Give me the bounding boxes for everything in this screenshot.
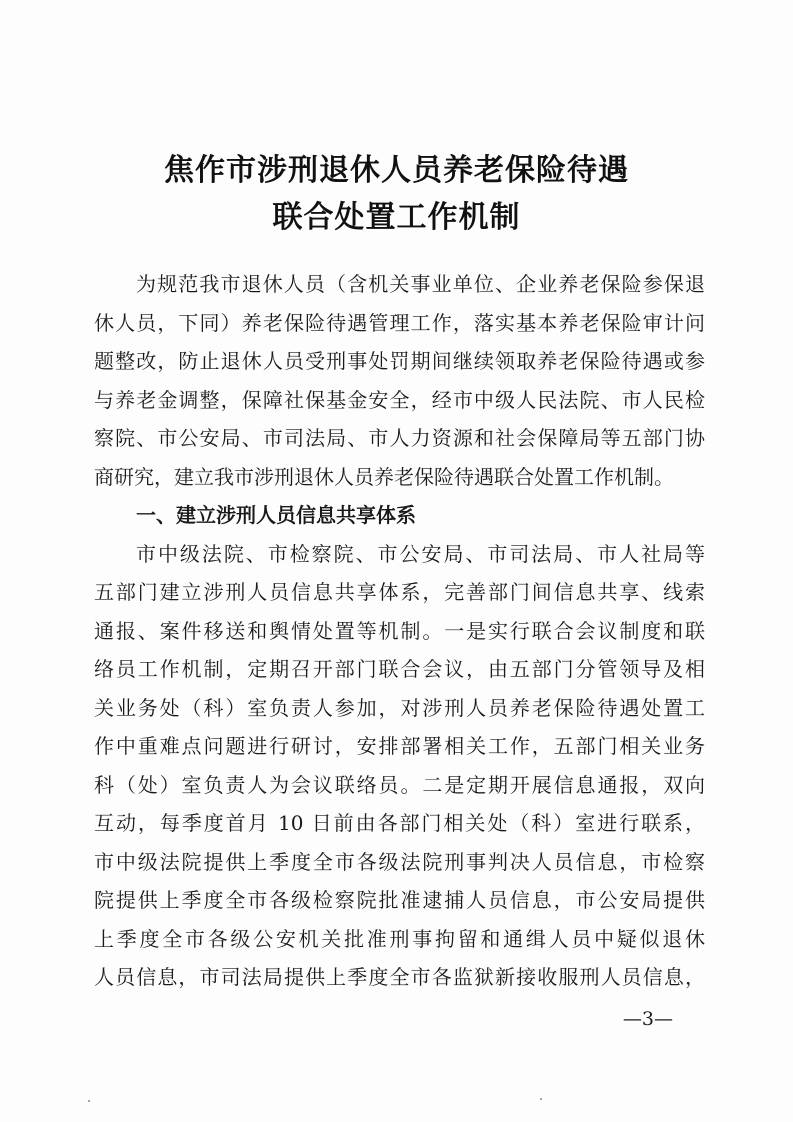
paragraph-line: 市中级法院提供上季度全市各级法院刑事判决人员信息，市检察 [94, 849, 705, 874]
section-heading: 一、建立涉刑人员信息共享体系 [136, 503, 416, 527]
paragraph-line: 人员信息，市司法局提供上季度全市各监狱新接收服刑人员信息， [94, 965, 705, 989]
paragraph-line: 为规范我市退休人员（含机关事业单位、企业养老保险参保退 [136, 272, 705, 296]
paragraph-line: 休人员，下同）养老保险待遇管理工作，落实基本养老保险审计问 [94, 310, 705, 335]
paragraph-line: 上季度全市各级公安机关批准刑事拘留和通缉人员中疑似退休 [94, 926, 705, 951]
paragraph-line: 通报、案件移送和舆情处置等机制。一是实行联合会议制度和联 [94, 618, 705, 643]
paragraph-line: 察院、市公安局、市司法局、市人力资源和社会保障局等五部门协 [94, 426, 705, 450]
paragraph-line: 互动，每季度首月 10 日前由各部门相关处（科）室进行联系， [94, 811, 705, 835]
paragraph-line: 商研究，建立我市涉刑退休人员养老保险待遇联合处置工作机制。 [94, 464, 674, 489]
paragraph-line: 作中重难点问题进行研讨，安排部署相关工作，五部门相关业务 [94, 734, 705, 758]
document-title-line-2: 联合处置工作机制 [272, 200, 521, 235]
paragraph-line: 市中级法院、市检察院、市公安局、市司法局、市人社局等 [136, 541, 705, 566]
paragraph-line: 院提供上季度全市各级检察院批准逮捕人员信息，市公安局提供 [94, 888, 705, 912]
paragraph-line: 科（处）室负责人为会议联络员。二是定期开展信息通报，双向 [94, 772, 705, 797]
page-number: —3— [622, 1008, 673, 1030]
paragraph-line: 络员工作机制，定期召开部门联合会议，由五部门分管领导及相 [94, 657, 705, 681]
paragraph-line: 与养老金调整，保障社保基金安全，经市中级人民法院、市人民检 [94, 387, 705, 412]
paragraph-line: 五部门建立涉刑人员信息共享体系，完善部门间信息共享、线索 [94, 580, 705, 604]
scan-speck [540, 1098, 542, 1100]
paragraph-line: 关业务处（科）室负责人参加，对涉刑人员养老保险待遇处置工 [94, 695, 705, 720]
scan-speck [88, 1100, 90, 1102]
document-title-line-1: 焦作市涉刑退休人员养老保险待遇 [164, 153, 629, 188]
paragraph-line: 题整改，防止退休人员受刑事处罚期间继续领取养老保险待遇或参 [94, 349, 705, 373]
document-body [94, 265, 705, 997]
